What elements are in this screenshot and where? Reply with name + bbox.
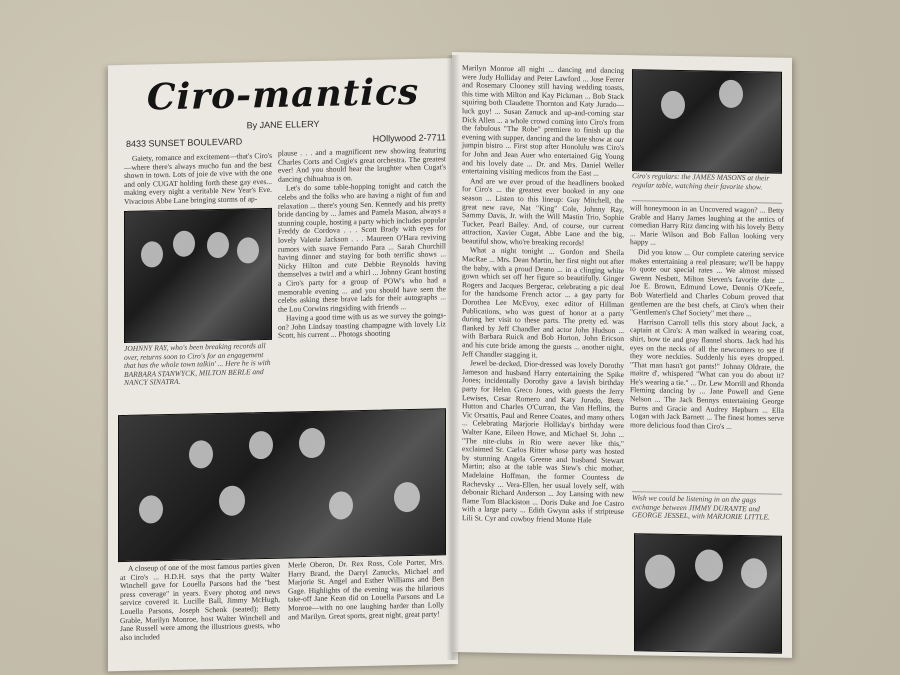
article-column	[630, 204, 784, 433]
paragraph: Did you know ... Our complete catering service makes entertaining a real pleasure; we'll be happy to quote our special rates ... We almost missed Gwenn Nesbett, Milton Steven's favorite date ... Joe E. Brown, Edmund Lowe, Dennis O'Keefe, Bob Waterfield and Charles Coburn proved that gentlemen are the best chefs, at Ciro's when their "Gentlemen's Chef Society" met there ...	[630, 247, 784, 319]
photo-james-masons	[632, 69, 782, 174]
paragraph: plause . . . and a magnificent new showing featuring Charles Corts and Cugie's great orchestra. The greatest ever! And you should hear the laughter when Cugat's dancing chihuahua is on.	[278, 145, 446, 184]
photo-winchell-party	[118, 408, 446, 562]
photo-caption-left	[120, 562, 280, 644]
phone-number: HOllywood 2-7711	[372, 132, 446, 144]
article-column	[278, 146, 446, 342]
paragraph: Gaiety, romance and excitement—that's Ciro's—where there's always mucho fun and the best shown in town. Lots of joie de vive with the one and only CUGAT holding forth these gay eves... making every night a veritable New Year's Eve. Vivacious Abbe Lane bringing storms of ap-	[124, 150, 272, 206]
intro-paragraph	[124, 152, 272, 208]
paragraph: will honeymoon in an Uncovered wagon? ... Betty Grable and Harry James laughing at the antics of comedian Harry Ritz dancing with his lovely Betty ... Marie Wilson and Bob Fallon looking very happy ...	[630, 203, 784, 247]
photo-caption: JOHNNY RAY, who's been breaking records all over, returns soon to Ciro's for an engagement that has the whole town talkin' ... Here he is with BARBARA STANWYCK, MILTON BERLE and NANCY SINATRA.	[124, 341, 271, 388]
article-column	[462, 64, 624, 526]
photo-caption: Wish we could be listening in on the gags exchange between JIMMY DURANTE and GEORGE JESSEL, with MARJORIE LITTLE.	[632, 493, 770, 522]
photo-durante-jessel	[634, 533, 782, 654]
page-gutter	[446, 55, 460, 660]
paragraph: Let's do some table-hopping tonight and catch the celebs and the folks who are having a night of fun and relaxation ... there's young Sen. Kennedy and his pretty bride dancing by ... James and Pamela Mason, always a stunning couple, hosting a party which includes popular Freddy de Cordova . . . Scott Brady with eyes for lovely Valerie Jackson . . . Maureen O'Hara reviving rumors with suave Fernando Para ... Sarah Churchill having dinner and staying for both terrific shows ... Nicky Hilton and cute Debbie Reynolds having themselves a twirl and a whirl ... Johnny Grant hosting a Ciro's party for a group of POW's who had a memorable evening ... and you should have seen the celebs asking these brave lads for their autographs ... the Lou Corwins ringsiding with friends ...	[278, 180, 446, 314]
article-title: Ciro-mantics	[146, 70, 420, 119]
photo-johnny-ray	[124, 208, 272, 343]
paragraph: Harrison Carroll tells this story about Jack, a captain at Ciro's: A man walked in wearing coat, shirt, bow tie and gray flannel shorts. Jack had his eyes on the necks of all the newcomers to see if they wore neckties. Suddenly his eyes dropped. "That man hasn't got pants!" Johnny Oldrate, the maitre d', whispered "What can you do about it? He's wearing a tie." ... Dr. Lew Morrill and Rhonda Fleming dancing by ... Jane Powell and Gene Nelson ... The Jack Bennys entertaining George Burns and Gracie and Audrey Hepburn ... Ella Logan with Jack Barnett ... The finest homes serve more delicious food than Ciro's ...	[630, 316, 784, 431]
paragraph: And are we ever proud of the headliners booked for Ciro's ... the greatest ever booked in any one season ... Listen to this lineup: Guy Mitchell, the great new rave, Nat "King" Cole, Johnny Ray, Sammy Davis, Jr. with the Will Mastin Trio, Sophie Tucker, Pearl Bailey. And, of course, our current attraction, Xavier Cugat, Abbe Lane and the big, beautiful show, who're breaking records!	[462, 176, 624, 248]
paragraph: A closeup of one of the most famous parties given at Ciro's ... H.D.H. says that the party Walter Winchell gave for Louella Parsons had the "best press coverage" in years. Every photog and news service covered it. Lucille Ball, Jimmy McHugh, Louella Parsons, Joseph Schenk (seated); Betty Grable, Marilyn Monroe, host Walter Winchell and Jane Russell were among the illustrious guests, who also included	[120, 560, 280, 642]
photo-caption: Ciro's regulars: the JAMES MASONS at their regular table, watching their favorite show.	[632, 171, 770, 192]
paragraph: Having a good time with us as we survey the goings-on? John Lindsay toasting champagne with lovely Liz Scott, his current ... Photogs shooting	[278, 310, 446, 341]
right-magazine-page	[452, 52, 792, 658]
paragraph: Jewel be-decked, Dior-dressed was lovely Dorothy Jameson and husband Harry entertaining the Spike Jones; incidentally Dorothy gave a lavish birthday party for Helen Greco Jones, with guests the Jerry Lewises, Cesar Romero and Katy Jurado, Betty Hutton and Charles O'Curran, the Van Heflins, the Vic Orsattis, Paul and Renee Coates, and many others ... Celebrating Marjorie Holliday's birthday were Walter Kane, Eileen Howe, and Michael St. John ... "The nite-clubs in Rio were never like this," exclaimed Sr. Carlos Ritter whose party was hosted by stunning Angela Greene and husband Stewart Martin; also at the table was Stew's chic mother, Madelaine Hoffman, the former Countess de Rachevsky ... Vera-Ellen, her usual lovely self, with debonair Richard Anderson ... Joy Lansing with new flame Tom Blackiston ... Doris Duke and Joe Castro with a large party ... Edith Gwynn asks if stripteuse Lili St. Cyr and cowboy friend Monte Hale	[462, 358, 624, 525]
paragraph: What a night tonight ... Gordon and Sheila MacRae ... Mrs. Dean Martin, her first night out after the baby, with a proud Deano ... in a clinging white gown which set off her figure so beautifully. Ginger Rogers and Jacques Bergerac, celebrating a pic deal for the handsome French actor ... a gay party for Dorothea Lee McEvoy, exec editor of Hillman Publications, who was guest of honor at a party during her visit to these parts. The pretty ed. was flanked by Jeff Chandler and actor John Hudson ... with Barbara Ruick and Bob Horton, John Ericson and his cute bride among the guests ... another night, Jeff Chandler stagging it.	[462, 245, 624, 360]
photo-caption-right	[288, 558, 444, 622]
left-magazine-page	[108, 58, 458, 671]
paragraph: Merle Oberon, Dr. Rex Ross, Cole Porter, Mrs. Harry Brand, the Darryl Zanucks, Michael and Marjorie St. Angel and Esther Williams and Ben Gage. Highlights of the evening was the hilarious take-off Jane Kean did on Louella Parsons and La Monroe—with no one laughing harder than Lolly and Marilyn. Great sports, great night, great party!	[288, 557, 444, 622]
address: 8433 SUNSET BOULEVARD	[126, 136, 243, 149]
byline: By JANE ELLERY	[246, 118, 320, 131]
paragraph: Marilyn Monroe all night ... dancing and dancing were Judy Holliday and Peter Lawford ... Jose Ferrer and Rosemary Clooney still having wedding toasts, this time with Milton and Kay Pickman ... Bob Stack squiring both Claudette Thornton and Katy Jurado—luck guy! ... Susan Zanuck and up-and-coming star Dick Allen ... a whole crowd coming into Ciro's from the fabulous "The Robe" premiere to finish up the evening with supper, dancing and the late show at our jumpin bistro ... First stop after Honolulu was Ciro's for John and Jean Auer who entertained Gig Young and his lovely date ... Dr. and Mrs. Daniel Weller entertaining visiting medicos from the East ...	[462, 63, 624, 178]
